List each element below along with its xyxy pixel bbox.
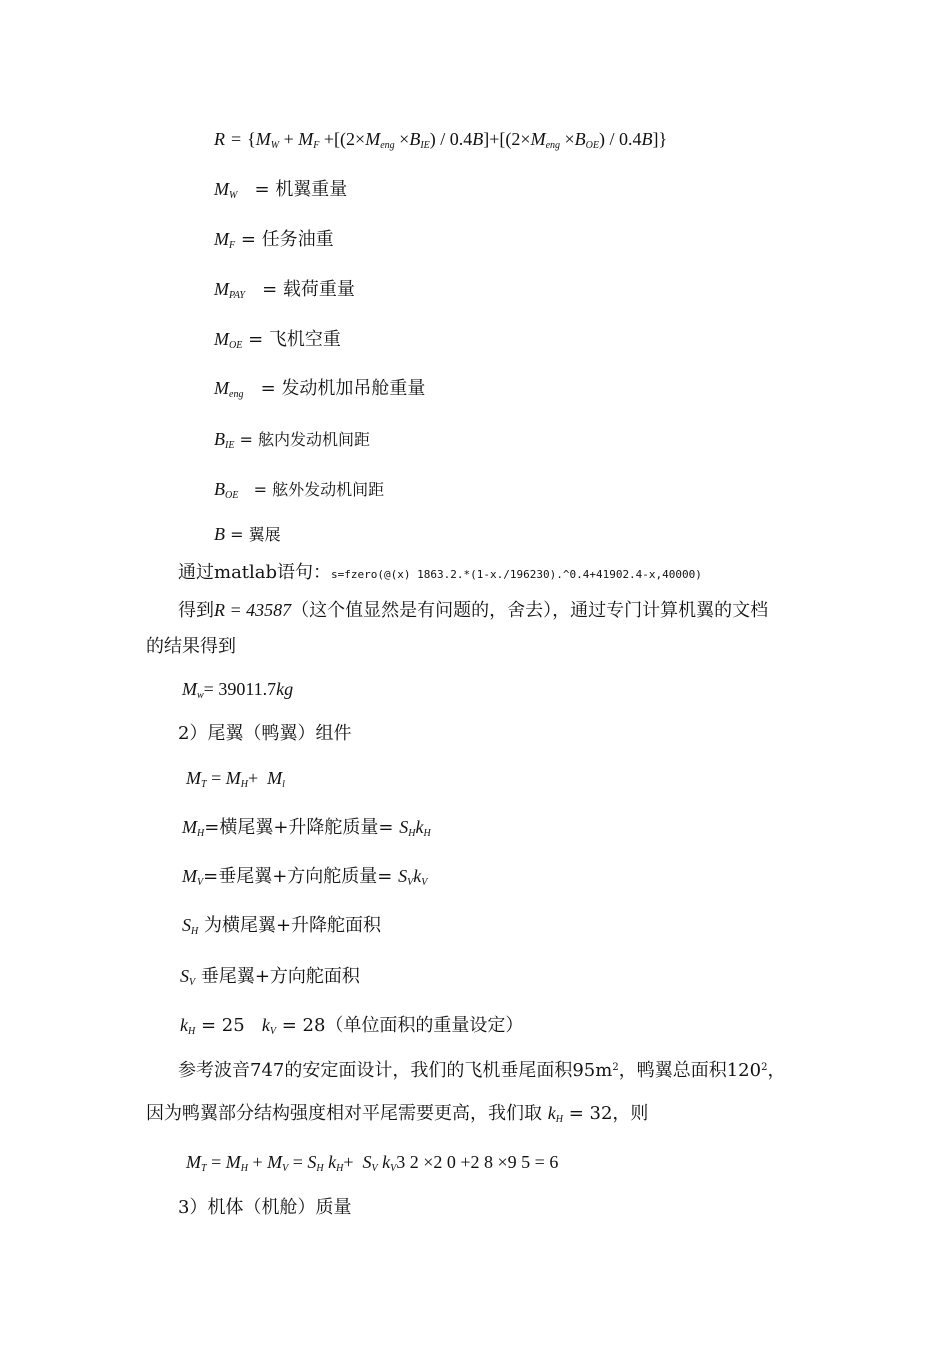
def-mf: $M_F$ = 任务油重 xyxy=(214,229,334,251)
formula-r: $R = \{M_W + M_F +[(2\times M_{eng} \times B_{IE}) / 0.4B]+[(2\times M_{eng} \times B_{OE}) / 0.4B]\}$ xyxy=(214,129,668,151)
def-moe: $M_{OE}$ = 飞机空重 xyxy=(214,329,341,351)
sv-def: $S_V$ 垂尾翼+方向舵面积 xyxy=(180,966,360,988)
mw-result: $M_w= 39011.7kg$ xyxy=(182,679,294,701)
matlab-code: s=fzero(@(x) 1863.2.*(1-x./196230).^0.4+41902.4-x,40000) xyxy=(331,568,702,581)
ref-line-2: 因为鸭翼部分结构强度相对平尾需要更高，我们取 $k_H = 32$，则 xyxy=(146,1103,649,1125)
def-mpay: $M_{PAY}$ = 载荷重量 xyxy=(214,279,355,301)
k-values: $k_H = 25$ $k_V = 28$（单位面积的重量设定） xyxy=(180,1015,524,1037)
result-line: 得到R = 43587（这个值显然是有问题的，舍去），通过专门计算机翼的文档 xyxy=(178,600,769,621)
ref-line-1: 参考波音747的安定面设计，我们的飞机垂尾面积$95m^2$，鸭翼总面积$120^2$， xyxy=(178,1060,786,1081)
def-mw: $M_W$ = 机翼重量 xyxy=(214,179,348,201)
mt-final-eq: $M_T = M_H + M_V = S_H$ $k_H+ S_V$ $k_V3$ 2 ×2 0 +2 8 ×9 5 = 6 xyxy=(186,1152,559,1174)
def-b: B = 翼展 xyxy=(214,524,281,544)
result-line-2: 的结果得到 xyxy=(146,636,236,657)
mh-def: $M_H=$横尾翼+升降舵质量= $S_Hk_H$ xyxy=(182,817,431,839)
sh-def: $S_H$ 为横尾翼+升降舵面积 xyxy=(182,915,382,937)
mv-def: $M_V=$垂尾翼+方向舵质量= $S_Vk_V$ xyxy=(182,866,428,888)
def-meng: $M_{eng}$ = 发动机加吊舱重量 xyxy=(214,378,426,400)
section-3-heading: 3）机体（机舱）质量 xyxy=(178,1197,352,1218)
mt-def: $M_T = M_H+ M_l$ xyxy=(186,768,285,790)
def-bie: $B_{IE}$ = 舷内发动机间距 xyxy=(214,429,371,451)
matlab-line: 通过matlab语句：s=fzero(@(x) 1863.2.*(1-x./196230).^0.4+41902.4-x,40000) xyxy=(178,562,702,583)
section-2-heading: 2）尾翼（鸭翼）组件 xyxy=(178,723,352,744)
def-boe: $B_{OE}$ = 舷外发动机间距 xyxy=(214,479,385,501)
